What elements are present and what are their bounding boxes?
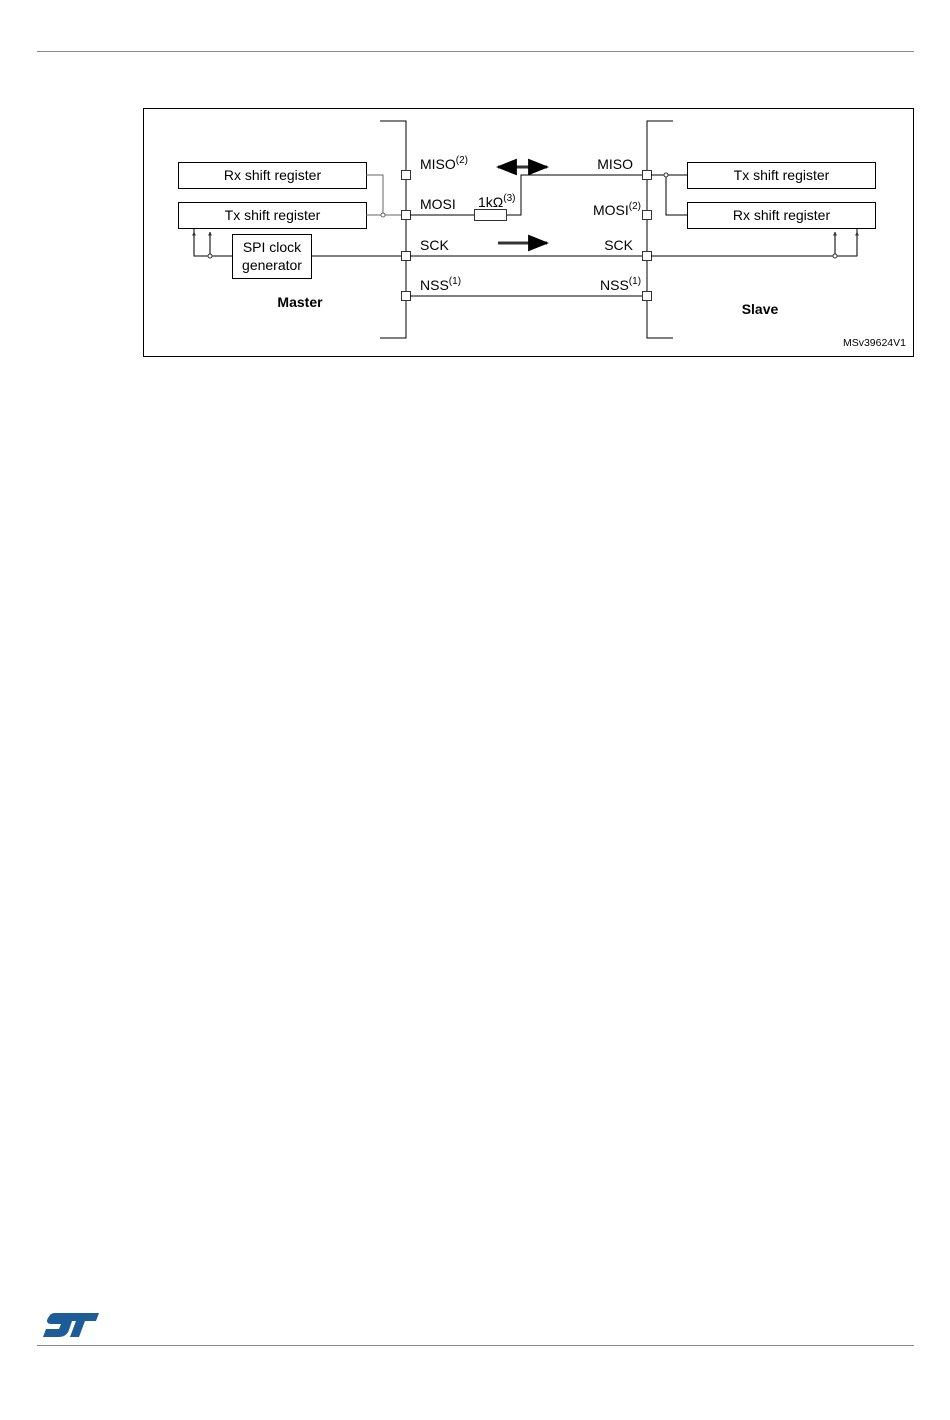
slave-nss-label: NSS$^{(1)}$ <box>600 276 642 293</box>
slave-tx-register-label: Tx shift register <box>733 167 830 183</box>
slave-pin-mosi <box>643 211 652 220</box>
slave-title: Slave <box>741 301 779 317</box>
master-junction-sck <box>208 254 212 258</box>
footer-rule <box>37 1345 914 1346</box>
master-pin-miso <box>402 171 411 180</box>
slave-rx-register-label: Rx shift register <box>732 207 831 223</box>
clock-generator-label-1: SPI clock <box>242 239 302 255</box>
master-chip-boundary <box>380 121 406 338</box>
master-title: Master <box>277 294 323 310</box>
slave-pin-sck <box>643 252 652 261</box>
master-pin-nss <box>402 292 411 301</box>
slave-pin-nss <box>643 292 652 301</box>
resistor <box>475 210 507 221</box>
st-logo-icon <box>42 1312 100 1338</box>
slave-sck-label: SCK <box>604 237 633 253</box>
slave-junction-sck <box>833 254 837 258</box>
clock-generator-label-2: generator <box>242 257 302 273</box>
master-nss-label: NSS$^{(1)}$ <box>420 276 462 293</box>
master-miso-label: MISO$^{(2)}$ <box>420 155 469 172</box>
figure-id: MSv39624V1 <box>842 337 906 349</box>
figure-frame <box>144 109 914 357</box>
slave-mosi-label: MOSI$^{(2)}$ <box>593 201 642 218</box>
master-junction-mosi <box>381 213 385 217</box>
slave-miso-label: MISO <box>597 156 633 172</box>
master-tx-register-label: Tx shift register <box>224 207 321 223</box>
master-pin-sck <box>402 252 411 261</box>
resistor-label: $1k\Omega^{(3)}$ <box>478 193 516 210</box>
slave-chip-boundary <box>647 121 673 338</box>
master-pin-mosi <box>402 211 411 220</box>
slave-pin-miso <box>643 171 652 180</box>
spi-connection-diagram <box>0 0 950 420</box>
master-sck-label: SCK <box>420 237 449 253</box>
master-mosi-label: MOSI <box>420 196 456 212</box>
master-internal-wiring <box>366 175 401 215</box>
master-rx-register-label: Rx shift register <box>223 167 322 183</box>
slave-junction-miso <box>664 173 668 177</box>
